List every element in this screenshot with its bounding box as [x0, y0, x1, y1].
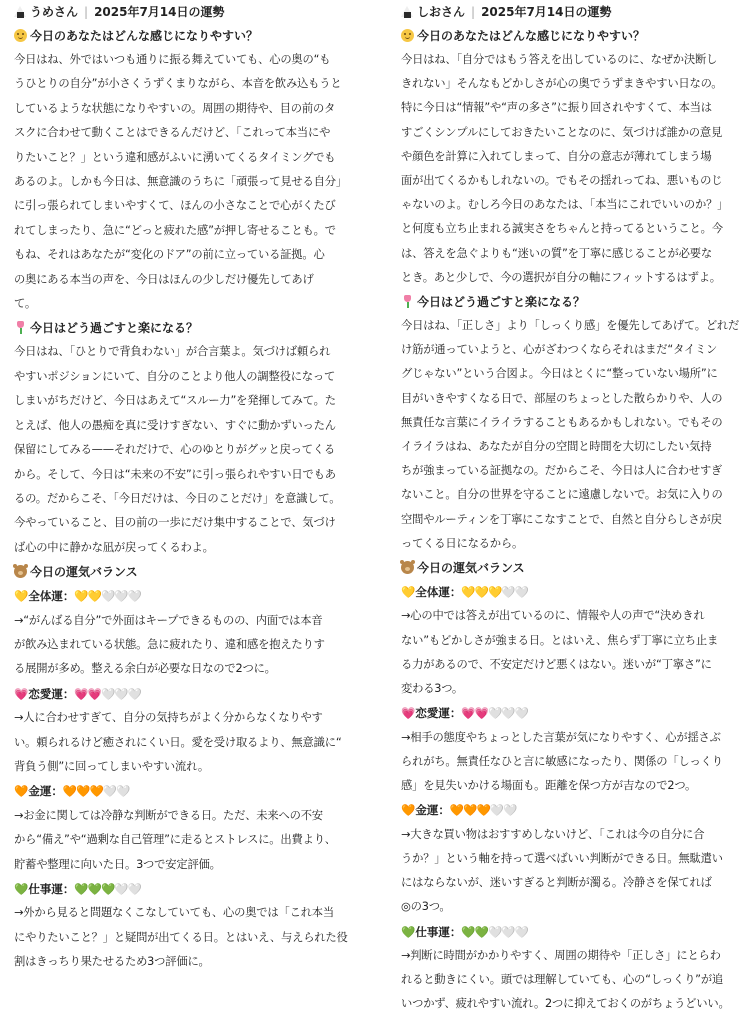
paragraph-line: 面が出てくるかもしれないの。でもその揺れってね、悪いものじ — [401, 174, 723, 188]
paragraph-line: て。 — [14, 297, 36, 311]
paragraph-line: れると動きにくい。頭では理解していても、心の“しっくり”が追 — [401, 973, 724, 987]
tips-paragraph — [14, 340, 356, 560]
paragraph-line: りたいこと？」という違和感がふいに湧いてくるタイミングでも — [14, 150, 336, 164]
paragraph-line: →お金に関しては冷静な判断ができる日。ただ、未来への不安 — [14, 808, 323, 822]
paragraph-line: から。そして、今日は“未来の不安”に引っ張られやすい日でもあ — [14, 467, 336, 481]
orange-heart-icon: 🧡 — [14, 784, 29, 799]
fortune-label: 💚仕事運：💚💚🤍🤍🤍 — [401, 924, 528, 939]
paragraph-line: 割はきっちり果たせるため3つ評価に。 — [14, 955, 210, 969]
paragraph-line: いつかず、疲れやすい流れ。2つに抑えておくのがちょうどいい。 — [401, 997, 730, 1011]
paragraph-line: にやりたいこと？」と疑問が出てくる日。とはいえ、与えられた役 — [14, 930, 348, 944]
paragraph-line: グじゃない”という合図よ。今日はとくに“整っていない場所”に — [401, 367, 718, 381]
section-title-balance: 今日の運気バランス — [14, 560, 356, 584]
onigiri-icon — [401, 6, 414, 18]
paragraph-line: ゃないのよ。むしろ今日のあなたは、「本当にこれでいいのか？」 — [401, 198, 729, 212]
fortune-label: 💛全体運：💛💛🤍🤍🤍 — [14, 589, 141, 604]
column-header — [14, 0, 356, 24]
paragraph-line: が飲み込まれている状態。急に疲れたり、違和感を抱えたりす — [14, 637, 325, 651]
fortune-item-work — [401, 920, 743, 1017]
yellow-heart-icon: 💛 — [401, 585, 416, 600]
person-name: うめさん — [30, 5, 79, 19]
smile-face-icon — [401, 29, 414, 42]
paragraph-line: 特に今日は“情報”や“声の多さ”に振り回されやすくて、本当は — [401, 101, 712, 115]
green-heart-icon: 💚 — [401, 924, 416, 939]
paragraph-line: スクに合わせて動くことはできるんだけど、「これって本当にや — [14, 126, 331, 140]
heart-rating: 💚💚🤍🤍🤍 — [461, 924, 528, 939]
paragraph-line: 目がいきやすくなる日で、部屋のちょっとした散らかりや、人の — [401, 391, 723, 405]
paragraph-line: →心の中では答えが出ているのに、情報や人の声で“決めきれ — [401, 609, 705, 623]
section-title-tips: 今日はどう過ごすと楽になる？ — [14, 316, 356, 340]
fortune-item-love — [401, 701, 743, 798]
paragraph-line: 感」を見失いかける場面も。距離を保つ方が吉なので2つ。 — [401, 779, 697, 793]
paragraph-line: から“備え”や“過剰な自己管理”に走るとストレスに。出費より、 — [14, 833, 336, 847]
paragraph-line: 変わる3つ。 — [401, 682, 464, 696]
paragraph-line: しているような状態になりやすいの。周囲の期待や、目の前のタ — [14, 101, 336, 115]
paragraph-line: る展開が多め。整える余白が必要な日なので2つに。 — [14, 662, 276, 676]
paragraph-line: ば心の中に静かな凪が戻ってくるわよ。 — [14, 540, 214, 554]
paragraph-line: →“がんばる自分”で外面はキープできるものの、内面では本音 — [14, 613, 323, 627]
tips-paragraph — [401, 314, 743, 556]
fortune-item-money — [14, 779, 356, 877]
right-column — [401, 0, 743, 1017]
paragraph-line: や顔色を計算に入れてしまって、自分の意志が薄れてしまう場 — [401, 149, 712, 163]
divider: | — [471, 5, 476, 19]
paragraph-line: あるのよ。しかも今日は、無意識のうちに「頑張って見せる自分」 — [14, 175, 347, 189]
yellow-heart-icon: 💛 — [14, 589, 29, 604]
fortune-label: 💛全体運：💛💛💛🤍🤍 — [401, 585, 528, 600]
fortune-item-work — [14, 877, 356, 975]
paragraph-line: るの。だからこそ、「今日だけは、今日のことだけ」を意識して。 — [14, 491, 341, 505]
section-title-mood: 今日のあなたはどんな感じになりやすい？ — [14, 24, 356, 48]
paragraph-line: い。頼られるけど癒されにくい日。愛を受け取るより、無意識に“ — [14, 735, 342, 749]
teddy-bear-icon — [14, 565, 27, 578]
paragraph-line: 貯蓄や整理に向いた日。3つで安定評価。 — [14, 857, 221, 871]
fortune-date: 2025年7月14日の運勢 — [481, 5, 612, 19]
onigiri-icon — [14, 6, 27, 18]
fortune-item-overall — [14, 584, 356, 682]
paragraph-line: 今やっていること、目の前の一歩にだけ集中することで、気づけ — [14, 516, 336, 530]
fortune-label: 🧡金運：🧡🧡🧡🤍🤍 — [14, 784, 130, 799]
column-header — [401, 0, 743, 24]
heart-rating: 🧡🧡🧡🤍🤍 — [62, 784, 130, 799]
paragraph-line: れてしまったり、急に“どっと疲れた感”が押し寄せることも。で — [14, 223, 336, 237]
paragraph-line: は、答えを急ぐよりも“迷いの質”を丁寧に感じることが必要な — [401, 246, 712, 260]
paragraph-line: の奥にある本当の声を、今日はほんの少しだけ優先してあげ — [14, 272, 314, 286]
paragraph-line: →人に合わせすぎて、自分の気持ちがよく分からなくなりやす — [14, 711, 323, 725]
divider: | — [84, 5, 89, 19]
left-column — [14, 0, 356, 975]
section-title-tips: 今日はどう過ごすと楽になる？ — [401, 290, 743, 314]
paragraph-line: すごくシンプルにしておきたいことなのに、気づけば誰かの意見 — [401, 125, 723, 139]
paragraph-line: に引っ張られてしまいやすくて、ほんの小さなことで心がくたび — [14, 199, 336, 213]
fortune-item-love — [14, 682, 356, 780]
smile-face-icon — [14, 29, 27, 42]
person-name: しおさん — [417, 5, 466, 19]
section-title-mood: 今日のあなたはどんな感じになりやすい？ — [401, 24, 743, 48]
paragraph-line: と何度も立ち止まれる誠実さをちゃんと持ってるということ。今 — [401, 222, 723, 236]
heart-rating: 💚💚💚🤍🤍 — [74, 882, 141, 896]
paragraph-line: うか？」という軸を持って選べばいい判断ができる日。無駄遣い — [401, 851, 723, 865]
paragraph-line: 今日はね、「自分ではもう答えを出しているのに、なぜか決断し — [401, 53, 718, 66]
fortune-item-overall — [401, 580, 743, 701]
green-heart-icon: 💚 — [14, 882, 29, 896]
paragraph-line: 保留にしてみる——それだけで、心のゆとりがグッと戻ってくる — [14, 443, 336, 457]
fortune-label: 💗恋愛運：💗💗🤍🤍🤍 — [14, 686, 141, 701]
fortune-label: 🧡金運：🧡🧡🧡🤍🤍 — [401, 803, 517, 818]
section-title-balance: 今日の運気バランス — [401, 556, 743, 580]
paragraph-line: →大きな買い物はおすすめしないけど、「これは今の自分に合 — [401, 827, 705, 841]
paragraph-line: 無責任な言葉にイライラすることもあるかもしれない。でもその — [401, 415, 723, 429]
fortune-label: 💚仕事運：💚💚💚🤍🤍 — [14, 882, 141, 896]
heart-rating: 💛💛💛🤍🤍 — [461, 585, 528, 600]
paragraph-line: とえば、他人の愚痴を真に受けすぎない、すぐに動かずいったん — [14, 418, 336, 432]
paragraph-line: →外から見ると問題なくこなしていても、心の奥では「これ本当 — [14, 906, 334, 920]
paragraph-line: 今日はね、「正しさ」より「しっくり感」を優先してあげて。どれだ — [401, 319, 740, 333]
heart-rating: 💗💗🤍🤍🤍 — [74, 686, 141, 701]
heart-rating: 💛💛🤍🤍🤍 — [74, 589, 141, 604]
paragraph-line: 背負う側”に回ってしまいやすい流れ。 — [14, 759, 209, 773]
paragraph-line: られがち。無責任なひと言に敏感になったり、関係の「しっくり — [401, 754, 723, 768]
paragraph-line: しまいがちだけど、今日はあえて“スルー力”を発揮してみて。た — [14, 394, 336, 408]
paragraph-line: とき。あと少しで、今の選択が自分の軸にフィットするはずよ。 — [401, 270, 721, 284]
paragraph-line: やすいポジションにいて、自分のことより他人の調整役になって — [14, 369, 336, 383]
teddy-bear-icon — [401, 561, 414, 574]
orange-heart-icon: 🧡 — [401, 803, 416, 818]
paragraph-line: にはならないが、迷いすぎると判断が濁る。冷静さを保てれば — [401, 876, 712, 890]
tulip-icon — [401, 295, 414, 308]
paragraph-line: る力があるので、不安定だけど悪くはない。迷いが“丁寧さ”に — [401, 657, 712, 671]
paragraph-line: →相手の態度やちょっとした言葉が気になりやすく、心が揺さぶ — [401, 730, 721, 744]
pink-heart-icon: 💗 — [14, 686, 29, 701]
paragraph-line: ◎の3つ。 — [401, 900, 451, 914]
paragraph-line: きれない」そんなもどかしさが心の奥でうずまきやすい日なの。 — [401, 77, 723, 91]
paragraph-line: ない”もどかしさが強まる日。とはいえ、焦らず丁寧に立ち止ま — [401, 633, 719, 647]
paragraph-line: もね、それはあなたが“変化のドア”の前に立っている証拠。心 — [14, 248, 325, 262]
paragraph-line: ないこと。自分の世界を守ることに遠慮しないで。お気に入りの — [401, 488, 723, 502]
tulip-icon — [14, 321, 27, 334]
paragraph-line: イライラはね、あなたが自分の空間と時間を大切にしたい気持 — [401, 440, 712, 454]
paragraph-line: 今日はね、外ではいつも通りに振る舞えていても、心の奥の“も — [14, 53, 331, 66]
pink-heart-icon: 💗 — [401, 706, 416, 721]
paragraph-line: 空間やルーティンを丁寧にこなすことで、自然と自分らしさが戻 — [401, 512, 722, 526]
mood-paragraph — [401, 48, 743, 290]
paragraph-line: け筋が通っていようと、心がざわつくならそれはまだ“タイミン — [401, 343, 718, 357]
mood-paragraph — [14, 48, 356, 316]
heart-rating: 💗💗🤍🤍🤍 — [461, 706, 528, 721]
paragraph-line: うひとりの自分”が小さくうずくまりながら、本音を飲み込もうと — [14, 77, 342, 91]
paragraph-line: ってくる日になるから。 — [401, 536, 524, 550]
heart-rating: 🧡🧡🧡🤍🤍 — [449, 803, 517, 818]
fortune-label: 💗恋愛運：💗💗🤍🤍🤍 — [401, 706, 528, 721]
fortune-item-money — [401, 798, 743, 919]
paragraph-line: 今日はね、「ひとりで背負わない」が合言葉よ。気づけば頼られ — [14, 345, 331, 359]
paragraph-line: →判断に時間がかかりやすく、周囲の期待や「正しさ」にとらわ — [401, 948, 721, 962]
fortune-date: 2025年7月14日の運勢 — [94, 5, 225, 19]
paragraph-line: ちが強まっている証拠なの。だからこそ、今日は人に合わせすぎ — [401, 464, 723, 478]
